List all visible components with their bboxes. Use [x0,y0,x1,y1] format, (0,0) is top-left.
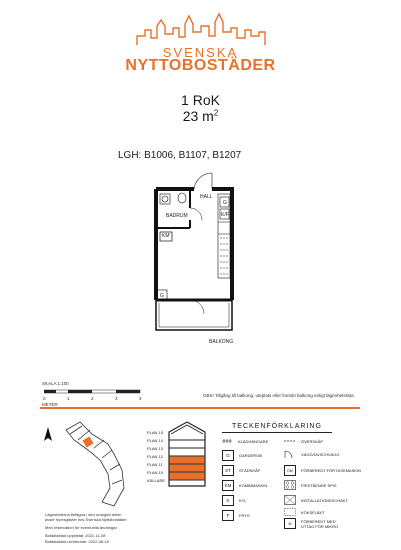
upper-cabinet-icon [284,437,296,445]
scale-bar [44,388,144,396]
legend-item-städskåp [222,465,260,476]
plan-label-g2: G [160,293,164,299]
legend-item-kombimaskin [222,480,267,491]
legend-item-duschvägg [284,450,339,459]
combi-machine-icon: KM [222,480,234,491]
legend-label: FRISTÅENDE SPIS [301,482,337,488]
legend-item-frys [222,510,250,521]
plan-label-kf: K/F [221,212,229,218]
balcony-note: OBS! Tillgång till balkong, uteplats eller franskt balkong enligt lägenhetslista. [203,393,355,398]
area-unit: 2 [213,108,219,118]
scale-tick-3: 3 [115,396,118,401]
apartment-numbers: LGH: B1006, B1107, B1207 [118,150,242,161]
compass-icon [40,426,56,442]
legend-label: GARDEROB [239,453,262,458]
logo-skyline [135,12,267,46]
apartment-rooms: 1 RoK [181,92,220,108]
shower-wall-icon [284,450,296,459]
scale-tick-4: 4 [139,396,142,401]
legend-underline [222,432,332,433]
cleaning-closet-icon: ST [222,465,234,476]
fridge-icon: K [222,495,234,506]
legend-item-garderob [222,450,262,461]
legend-item-spis [284,480,337,490]
shaft-icon [284,495,296,505]
area-value: 23 m [182,108,214,124]
dishwasher-icon: DM [284,465,296,476]
scale-tick-2: 2 [91,396,94,401]
brand-line-2: NYTTOBOSTÄDER [125,57,276,74]
apartment-area [0,108,401,124]
legend-title: TECKENFÖRKLARING [232,423,322,430]
scale-label: SKALA 1:100 [42,381,69,386]
scale-unit: METER [42,402,58,407]
floor-label-12: PLAN 12 [147,454,164,459]
orange-divider [40,407,360,409]
floor-label-13: PLAN 13 [147,446,164,451]
legend-item-överskåp [284,437,323,445]
footer-line-5: Bofaktablad reviderade: 2022-06-16 [45,539,109,544]
legend-label: STÄDSKÅP [239,468,261,473]
wardrobe-icon: G [222,450,234,461]
footer-line-4: Bofaktablad upprättat: 2021-11-08 [45,533,106,538]
legend-item-klädhängare [221,437,268,445]
legend-label: FRYS [239,513,250,518]
floor-label-14: PLAN 14 [147,438,164,443]
kitchen-fan-icon [284,508,296,516]
key-plan-map [58,418,138,510]
legend-label: FÖRBEREDT FÖR DISKMASKIN [301,468,361,473]
legend-item-köksfläkt [284,508,325,516]
freezer-icon: F [222,510,234,521]
scale-tick-0: 0 [43,396,46,401]
floor-label-15: PLAN 15 [147,430,164,435]
plan-label-badrum: BADRUM [166,213,188,219]
floor-label-11: PLAN 11 [147,462,163,467]
legend-label: ÖVERSKÅP [301,438,324,444]
stove-icon [284,480,296,490]
building-section [164,420,210,488]
microwave-icon: M [284,518,296,529]
brand-line-1: SVENSKA [162,45,239,60]
legend-label: KLÄDHÄNGARE [238,438,269,444]
legend-item-mikro [284,518,341,529]
legend-label: KYL [239,498,247,503]
scale-tick-1: 1 [67,396,70,401]
floor-label-10: PLAN 10 [147,470,164,475]
plan-label-hall: HALL [200,194,213,200]
legend-item-schakt [284,495,348,505]
hanger-icon [221,437,233,445]
footer-line-3: Med reservation för eventuella ändringar. [45,525,118,530]
plan-label-g1: G [223,200,227,206]
legend-item-diskmaskin [284,465,361,476]
floor-label-basement: KÄLLARE [147,478,166,483]
legend-label: VÄGG/DUSCHVÄGG [301,452,340,457]
legend-label: KÖKSFLÄKT [301,509,325,515]
legend-label: KOMBIMASKIN [239,483,268,488]
legend-label: FÖRBEREDT MED UTTAG FÖR MIKRO [301,518,339,529]
footer-line-2: avser hyresgäster hos Svenska Nyttobostäder [45,517,127,522]
plan-label-balkong: BALKONG [209,339,234,345]
footer-line-1: Lägenheterna belägna i den orangea delen [45,512,122,517]
plan-label-km: KM [162,233,170,239]
legend-label: INSTALLATIONSSCHAKT [301,497,348,503]
legend-item-kyl [222,495,247,506]
